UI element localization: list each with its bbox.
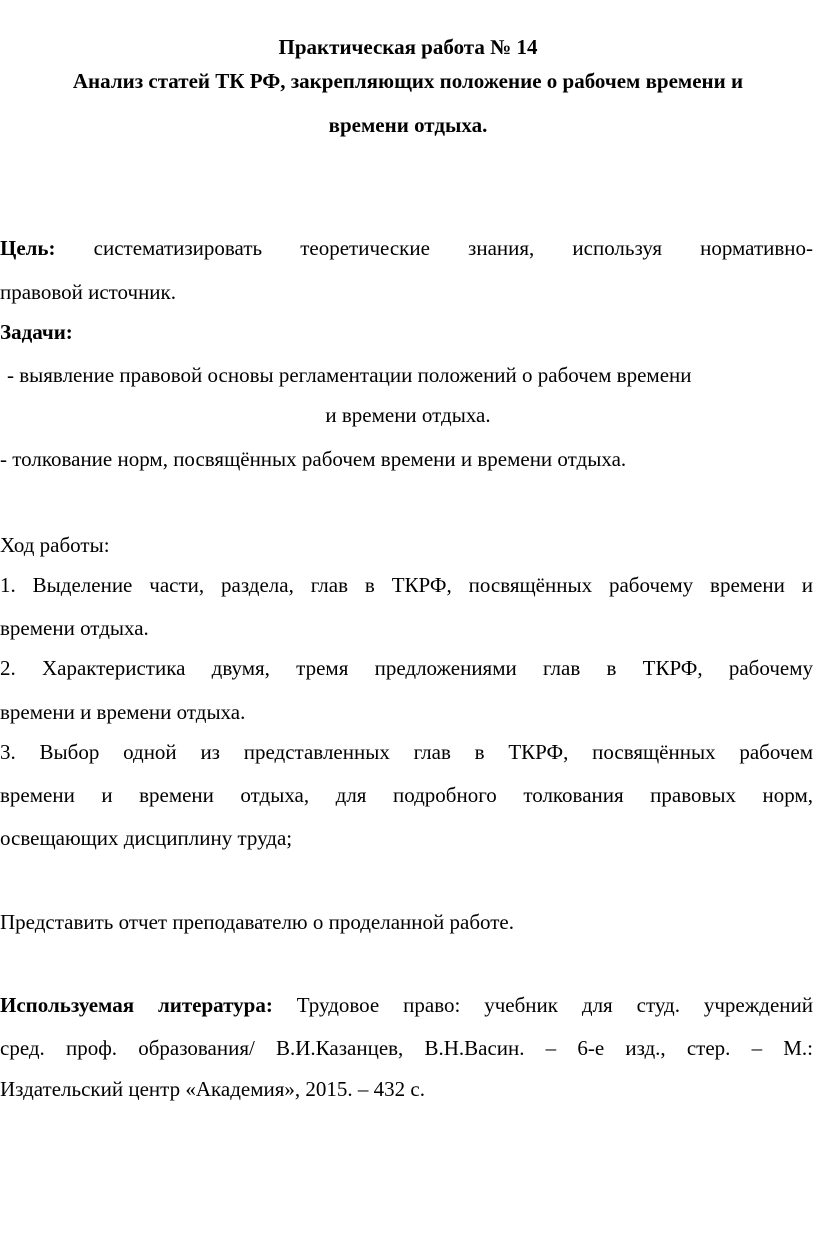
literature-line-2: сред. проф. образования/ В.И.Казанцев, В.Н.Васин. – 6-е изд., стер. – М.: <box>0 1036 813 1060</box>
task-item-2: - толкование норм, посвящённых рабочем времени и времени отдыха. <box>0 447 627 471</box>
literature-label: Используемая литература: <box>0 993 273 1017</box>
goal-label: Цель: <box>0 236 56 260</box>
literature-text-line-1: Трудовое право: учебник для студ. учреждений <box>296 993 813 1017</box>
workflow-step-2-line-1: 2. Характеристика двумя, тремя предложениями глав в ТКРФ, рабочему <box>0 656 813 680</box>
document-title: Практическая работа № 14 <box>278 35 538 59</box>
workflow-label: Ход работы: <box>0 533 110 557</box>
workflow-step-3-line-3: освещающих дисциплину труда; <box>0 826 293 850</box>
task-item-1-line-2: и времени отдыха. <box>325 403 491 427</box>
literature-line-3: Издательский центр «Академия», 2015. – 432 с. <box>0 1077 425 1101</box>
document-subtitle-line-2: времени отдыха. <box>328 113 488 137</box>
workflow-step-1-line-2: времени отдыха. <box>0 616 149 640</box>
workflow-step-1-line-1: 1. Выделение части, раздела, глав в ТКРФ, посвящённых рабочему времени и <box>0 573 813 597</box>
tasks-label: Задачи: <box>0 320 73 344</box>
goal-text-line-2: правовой источник. <box>0 280 176 304</box>
report-instruction: Представить отчет преподавателю о проделанной работе. <box>0 910 514 934</box>
literature-line-1 <box>0 993 813 1018</box>
goal-paragraph-line-1 <box>0 236 813 261</box>
workflow-step-3-line-1: 3. Выбор одной из представленных глав в ТКРФ, посвящённых рабочем <box>0 740 813 764</box>
workflow-step-2-line-2: времени и времени отдыха. <box>0 700 246 724</box>
goal-text-line-1: систематизировать теоретические знания, используя нормативно- <box>93 236 814 260</box>
workflow-step-3-line-2: времени и времени отдыха, для подробного толкования правовых норм, <box>0 783 813 807</box>
task-item-1-line-1: - выявление правовой основы регламентации положений о рабочем времени <box>7 363 692 387</box>
document-subtitle-line-1: Анализ статей ТК РФ, закрепляющих положение о рабочем времени и <box>72 69 744 93</box>
